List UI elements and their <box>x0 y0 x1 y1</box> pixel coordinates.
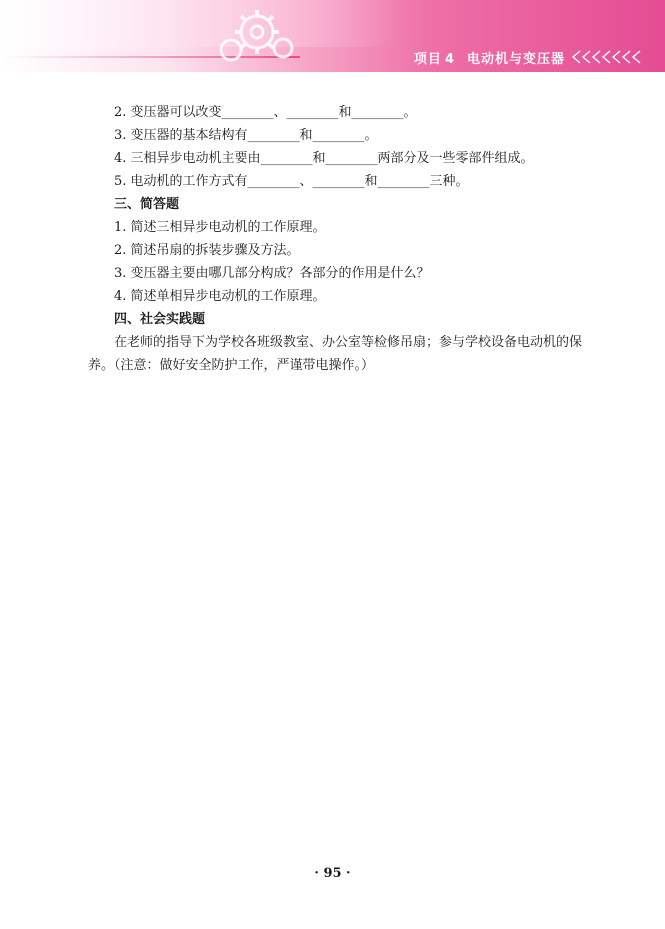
short-answer-item: 2. 简述吊扇的拆装步骤及方法。 <box>114 243 300 258</box>
short-answer-item: 3. 变压器主要由哪几部分构成？各部分的作用是什么？ <box>114 266 430 281</box>
fill-question: 4. 三相异步电动机主要由________和________两部分及一些零部件组成。 <box>114 151 534 166</box>
project-label: 项目 <box>413 52 442 67</box>
chapter-name: 电动机与变压器 <box>466 52 565 67</box>
project-number: 4 <box>444 52 455 67</box>
gears-icon <box>195 4 305 66</box>
page-content <box>88 101 588 377</box>
page-header <box>0 0 665 72</box>
short-answer-item: 4. 简述单相异步电动机的工作原理。 <box>114 289 326 304</box>
fill-question: 5. 电动机的工作方式有________、________和________三种。 <box>114 174 469 189</box>
fill-question: 3. 变压器的基本结构有________和________。 <box>114 128 378 143</box>
practice-text: 在老师的指导下为学校各班级教室、办公室等检修吊扇；参与学校设备电动机的保养。（注意：做好安全防护工作，严谨带电操作。） <box>88 335 583 373</box>
chapter-title <box>414 48 565 68</box>
short-answer-heading: 三、简答题 <box>114 197 180 212</box>
header-band <box>0 0 665 47</box>
fill-question: 2. 变压器可以改变________、________和________。 <box>114 105 417 120</box>
chevrons-icon <box>571 50 649 64</box>
page-number: · 95 · <box>314 866 351 881</box>
short-answer-item: 1. 简述三相异步电动机的工作原理。 <box>114 220 326 235</box>
practice-heading: 四、社会实践题 <box>114 312 206 327</box>
